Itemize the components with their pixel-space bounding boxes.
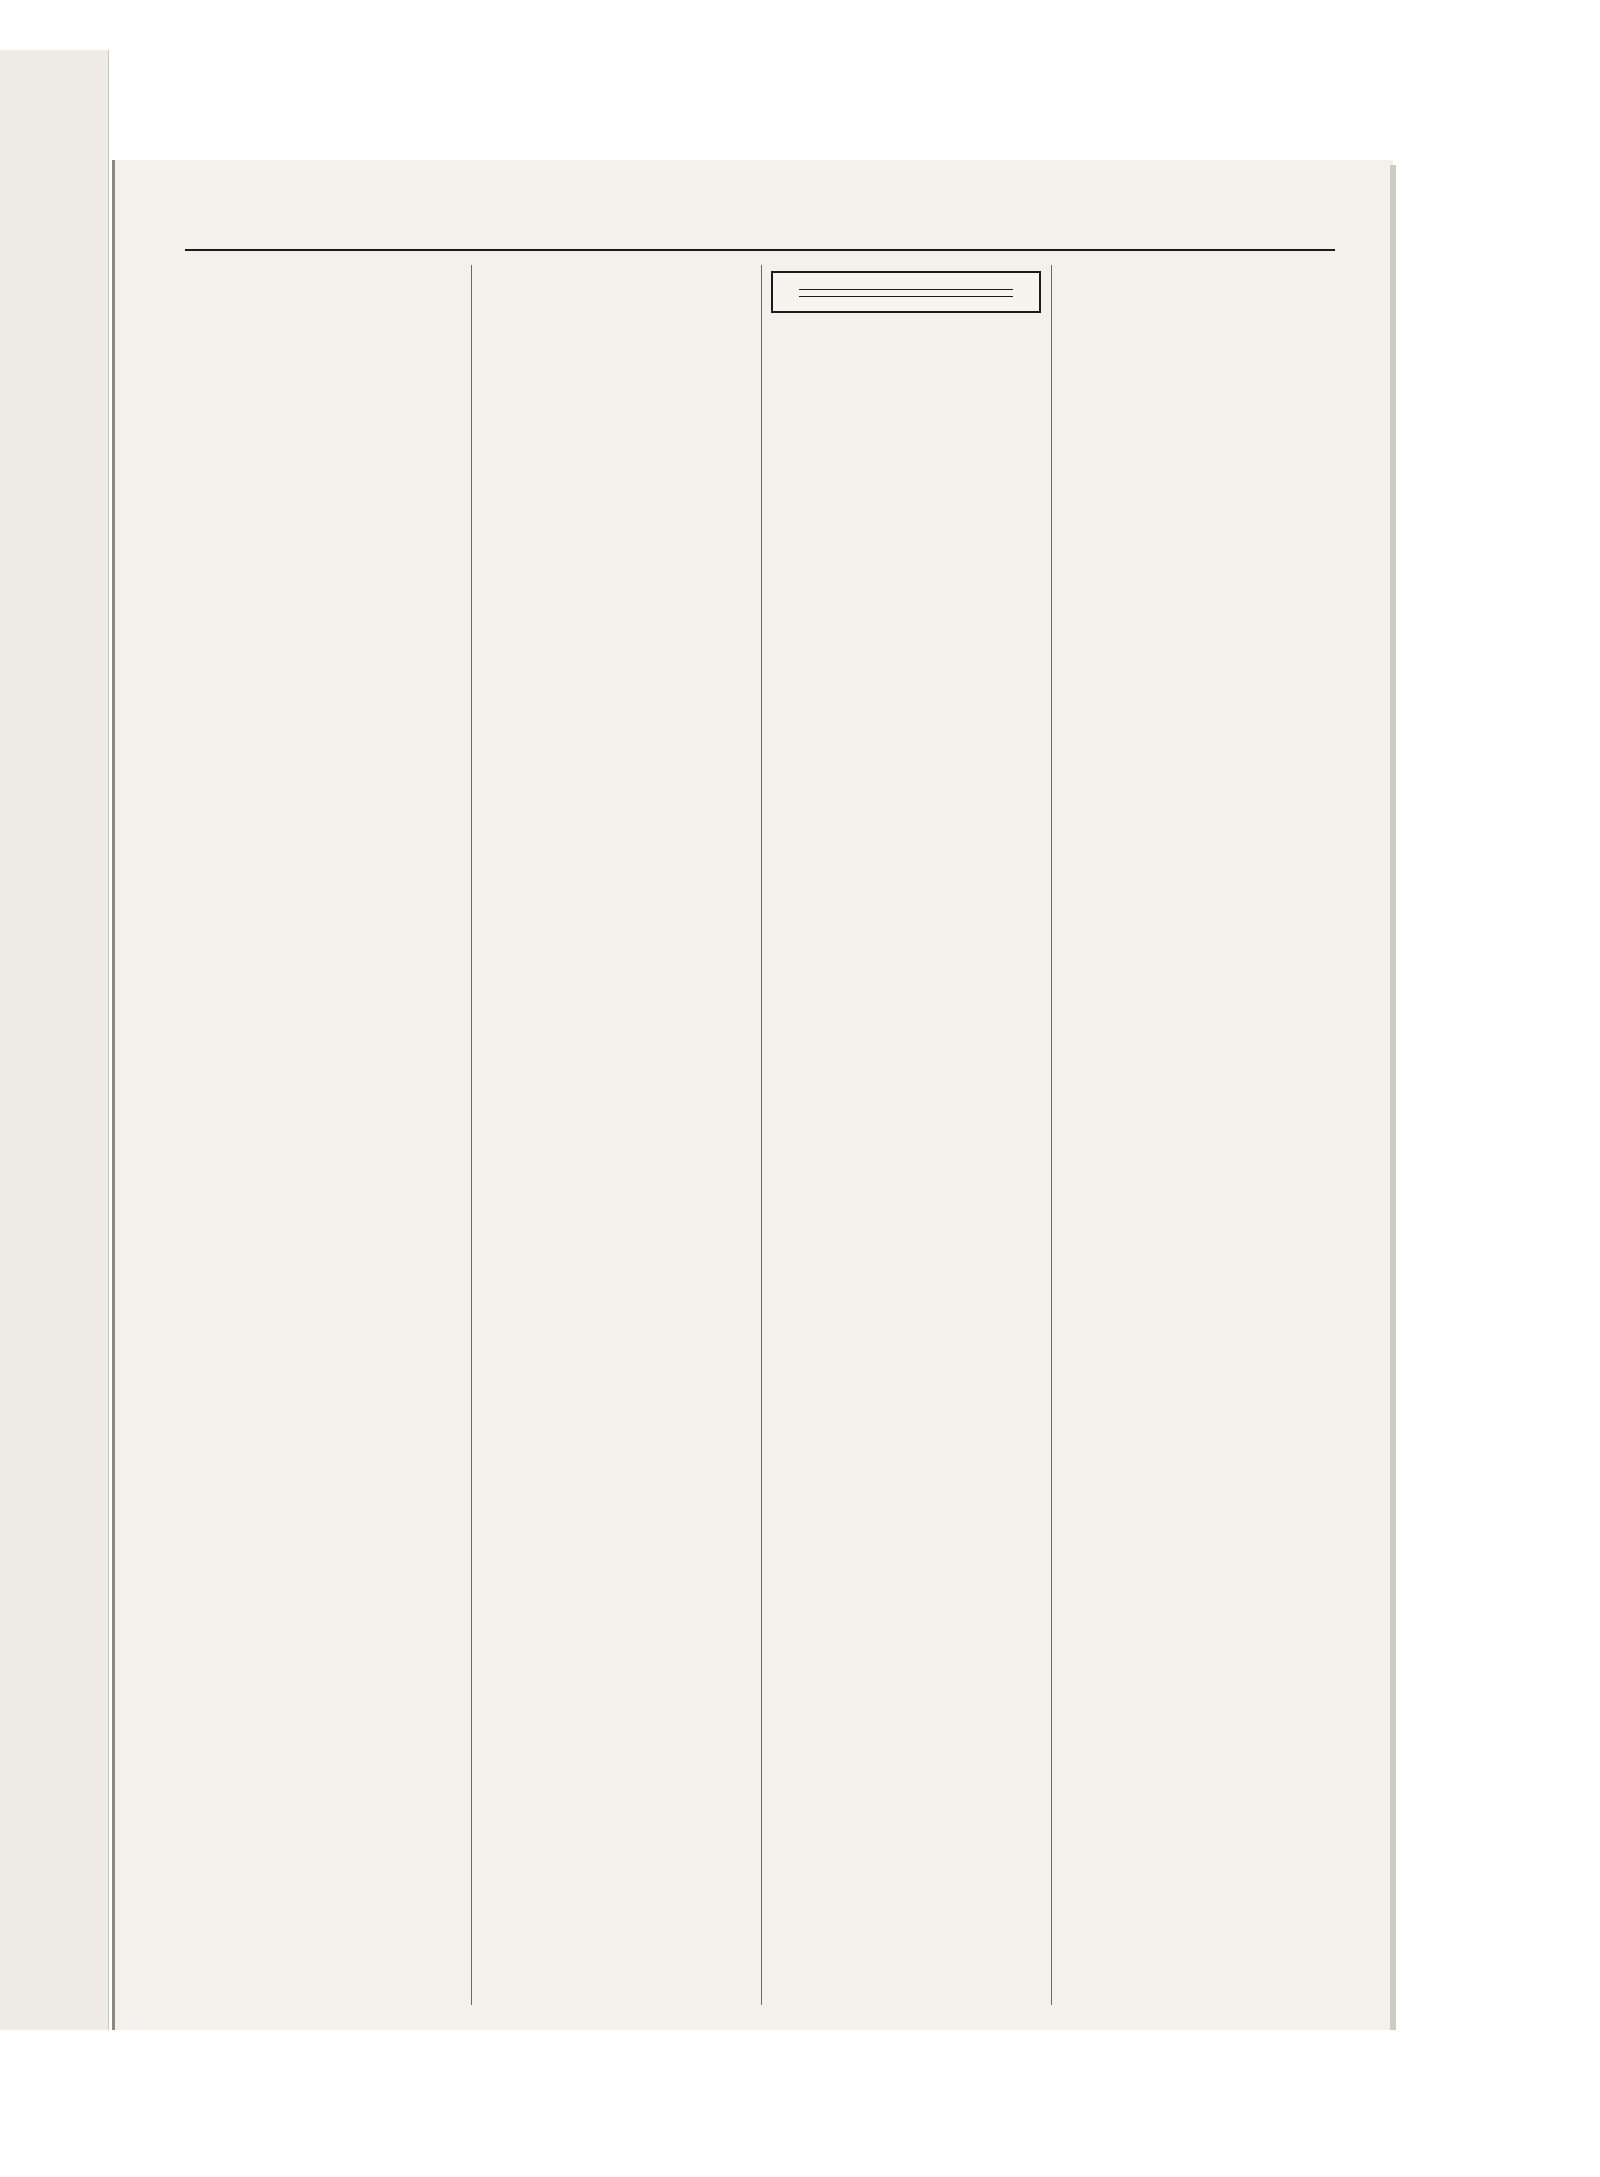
column-2	[475, 265, 757, 2005]
ad-divider	[799, 289, 1013, 290]
column-rule	[471, 265, 472, 2005]
page-header	[185, 215, 1335, 251]
column-rule	[761, 265, 762, 2005]
page-edge-shadow	[1390, 165, 1396, 2030]
previous-page-edge	[0, 50, 109, 2030]
column-1	[185, 265, 467, 2005]
column-3	[765, 265, 1047, 2005]
column-4	[1055, 265, 1337, 2005]
directory-page	[112, 160, 1393, 2030]
krefft-advertisement	[771, 271, 1041, 313]
column-rule	[1051, 265, 1052, 2005]
ad-divider	[799, 296, 1013, 297]
